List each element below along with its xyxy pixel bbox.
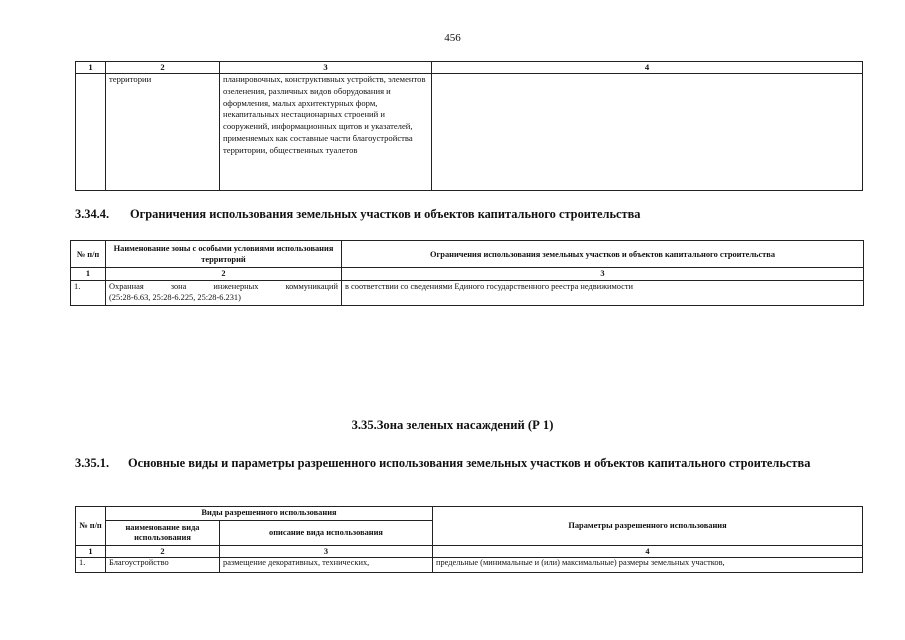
use-name-cell: Благоустройство [106, 558, 220, 573]
section-number: 3.34.4. [75, 207, 110, 221]
zone-cadastral-numbers: (25:28-6.63, 25:28-6.225, 25:28-6.231) [109, 293, 241, 302]
row-number: 1. [76, 558, 106, 573]
column-index-3: 3 [220, 62, 432, 74]
parameters-cell: предельные (минимальные и (или) максимальные) размеры земельных участков, [433, 558, 863, 573]
table-index-row [76, 546, 863, 558]
column-index-1: 1 [76, 62, 106, 74]
column-index-2: 2 [106, 546, 220, 558]
column-index-2: 2 [106, 268, 342, 281]
table-index-row [76, 62, 863, 74]
column-index-3: 3 [220, 546, 433, 558]
table-index-row [71, 268, 864, 281]
row-parameters-cell [432, 74, 863, 191]
table-header-row [76, 507, 863, 521]
header-number: № п/п [76, 507, 106, 546]
continuation-table [75, 61, 863, 191]
section-heading-3-35: 3.35.Зона зеленых насаждений (Р 1) [351, 418, 554, 432]
use-description-cell: размещение декоративных, технических, [220, 558, 433, 573]
header-zone-name: Наименование зоны с особыми условиями использования территорий [106, 241, 342, 268]
header-use-description: описание вида использования [220, 521, 433, 546]
table-row [76, 558, 863, 573]
column-index-1: 1 [76, 546, 106, 558]
column-index-3: 3 [342, 268, 864, 281]
section-title: Основные виды и параметры разрешенного использования земельных участков и объектов капитального строительства [128, 456, 811, 470]
section-heading-3-35-1 [75, 456, 875, 471]
restrictions-table [70, 240, 864, 306]
column-index-2: 2 [106, 62, 220, 74]
permitted-use-table [75, 506, 863, 573]
section-title: Ограничения использования земельных участков и объектов капитального строительства [130, 207, 641, 221]
column-index-4: 4 [432, 62, 863, 74]
table-row [76, 74, 863, 191]
table-row [71, 281, 864, 306]
table-header-row [71, 241, 864, 268]
header-restrictions: Ограничения использования земельных участков и объектов капитального строительства [342, 241, 864, 268]
header-permitted-uses: Виды разрешенного использования [106, 507, 433, 521]
row-number-cell [76, 74, 106, 191]
column-index-1: 1 [71, 268, 106, 281]
row-number: 1. [71, 281, 106, 306]
row-description-cell: планировочных, конструктивных устройств, элементов озеленения, различных видов оборудования и оформления, малых архитектурных форм, некапитальных нестационарных строений и сооружений, информационных щитов и указателей, применяемых как составные части благоустройства территории, общественных туалетов [220, 74, 432, 191]
column-index-4: 4 [433, 546, 863, 558]
section-number: 3.35.1. [75, 456, 110, 470]
zone-name: Охранная зона инженерных коммуникаций [109, 282, 338, 291]
row-name-cell: территории [106, 74, 220, 191]
zone-name-cell [106, 281, 342, 306]
header-parameters: Параметры разрешенного использования [433, 507, 863, 546]
header-number: № п/п [71, 241, 106, 268]
section-heading-3-34-4 [75, 207, 875, 222]
page-number: 456 [444, 32, 461, 44]
restriction-cell: в соответствии со сведениями Единого государственного реестра недвижимости [342, 281, 864, 306]
header-use-name: наименование вида использования [106, 521, 220, 546]
